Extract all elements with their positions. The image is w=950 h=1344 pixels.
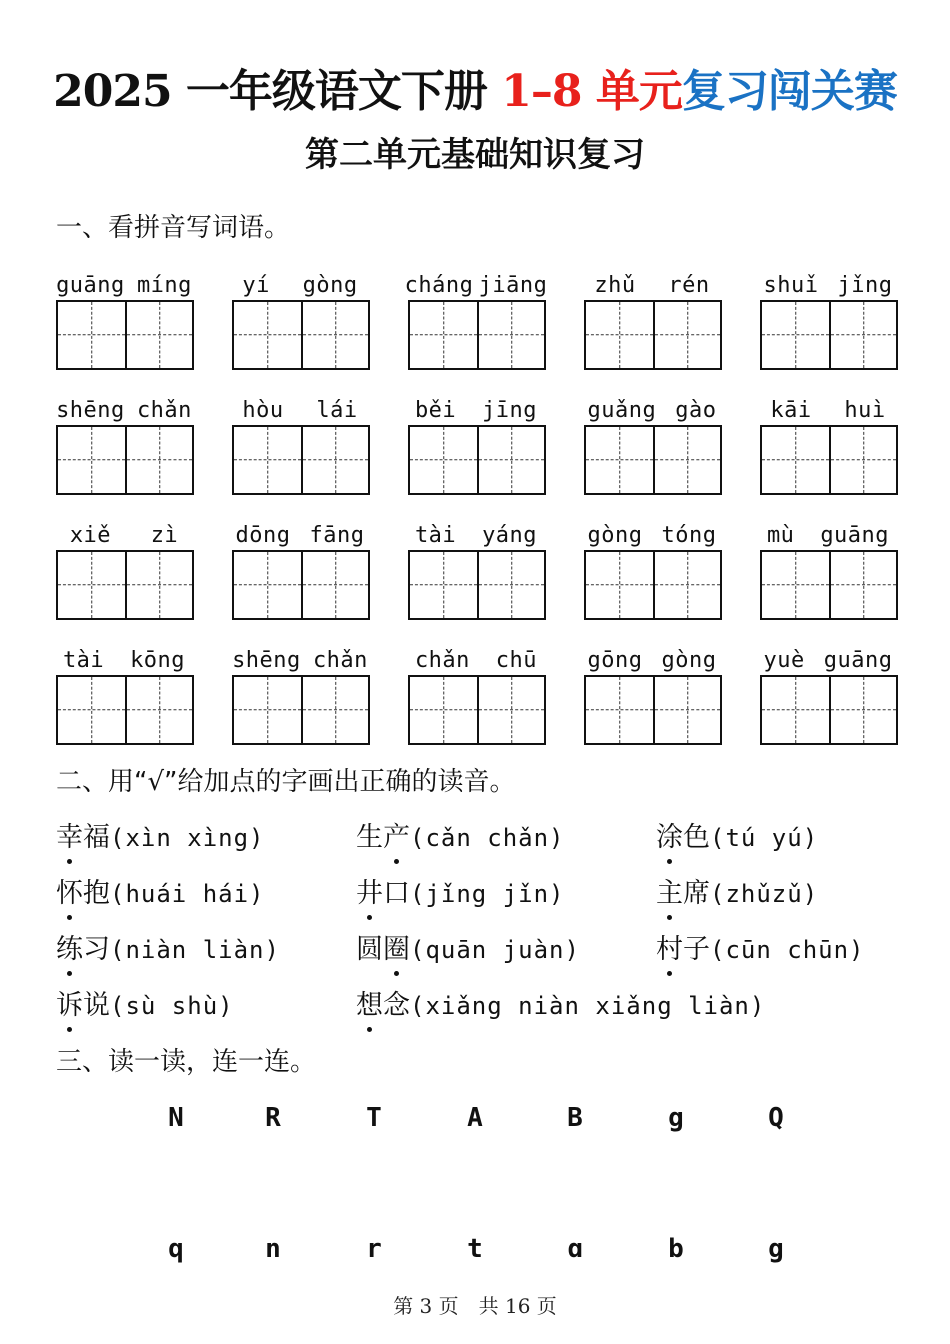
pinyin-syllable: shēng bbox=[56, 398, 125, 423]
reading-options: (jǐng jǐn) bbox=[410, 880, 565, 908]
pinyin-syllable: rén bbox=[668, 273, 710, 298]
pronunciation-item[interactable] bbox=[356, 874, 565, 914]
dotted-char: 怀 bbox=[56, 874, 83, 914]
writing-boxes[interactable] bbox=[584, 675, 722, 745]
writing-boxes[interactable] bbox=[56, 300, 194, 370]
section1-heading: 一、看拼音写词语。 bbox=[56, 213, 291, 243]
writing-cell[interactable] bbox=[829, 302, 896, 368]
writing-cell[interactable] bbox=[301, 677, 368, 743]
writing-cell[interactable] bbox=[653, 677, 720, 743]
plain-char: 念 bbox=[383, 990, 410, 1021]
pinyin-syllable: tài bbox=[414, 523, 457, 548]
pinyin-syllable: kāi bbox=[770, 398, 812, 423]
pinyin-label bbox=[50, 643, 198, 673]
word-item bbox=[584, 518, 720, 638]
writing-cell[interactable] bbox=[234, 677, 301, 743]
pinyin-syllable: gòng bbox=[302, 273, 358, 298]
writing-cell[interactable] bbox=[762, 552, 829, 618]
writing-cell[interactable] bbox=[586, 677, 653, 743]
pinyin-syllable: fāng bbox=[309, 523, 365, 548]
writing-cell[interactable] bbox=[125, 427, 192, 493]
plain-char: 色 bbox=[683, 822, 710, 853]
lowercase-letter[interactable]: ɑ bbox=[567, 1234, 583, 1264]
pinyin-label bbox=[754, 268, 902, 298]
pinyin-syllable: cháng bbox=[404, 273, 474, 298]
title-units: 1–8 单元 bbox=[501, 66, 682, 117]
lowercase-letter[interactable]: g bbox=[768, 1234, 784, 1264]
word-chars bbox=[56, 822, 110, 853]
uppercase-letter[interactable]: R bbox=[265, 1103, 281, 1133]
uppercase-letter[interactable]: B bbox=[567, 1103, 583, 1133]
writing-cell[interactable] bbox=[829, 427, 896, 493]
lowercase-letter[interactable]: n bbox=[265, 1234, 281, 1264]
word-chars bbox=[356, 822, 410, 853]
section2-heading: 二、用“√”给加点的字画出正确的读音。 bbox=[56, 767, 516, 797]
dotted-char: 产 bbox=[383, 818, 410, 858]
plain-char: 圆 bbox=[356, 934, 383, 965]
writing-cell[interactable] bbox=[477, 427, 544, 493]
word-item bbox=[404, 268, 548, 388]
pinyin-syllable: gòng bbox=[587, 523, 643, 548]
pinyin-syllable: guāng bbox=[823, 648, 893, 673]
word-item bbox=[408, 518, 544, 638]
page-title bbox=[0, 62, 950, 122]
word-chars bbox=[56, 990, 110, 1021]
writing-cell[interactable] bbox=[125, 677, 192, 743]
pinyin-label bbox=[754, 393, 902, 423]
pronunciation-item[interactable] bbox=[356, 986, 765, 1026]
lowercase-letter[interactable]: t bbox=[467, 1234, 483, 1264]
pinyin-label bbox=[578, 518, 726, 548]
pinyin-syllable: jiāng bbox=[478, 273, 548, 298]
pinyin-syllable: zhǔ bbox=[594, 273, 636, 298]
writing-cell[interactable] bbox=[762, 302, 829, 368]
word-item bbox=[232, 393, 368, 513]
pronunciation-item[interactable] bbox=[56, 930, 280, 970]
pronunciation-item[interactable] bbox=[356, 930, 580, 970]
writing-boxes[interactable] bbox=[760, 550, 898, 620]
word-chars bbox=[656, 822, 710, 853]
writing-boxes[interactable] bbox=[584, 425, 722, 495]
dotted-char: 主 bbox=[656, 874, 683, 914]
word-item bbox=[584, 393, 720, 513]
pinyin-syllable: hòu bbox=[242, 398, 284, 423]
pronunciation-item[interactable] bbox=[656, 874, 818, 914]
dotted-char: 村 bbox=[656, 930, 683, 970]
writing-cell[interactable] bbox=[586, 552, 653, 618]
word-item bbox=[56, 268, 192, 388]
writing-boxes[interactable] bbox=[232, 425, 370, 495]
word-chars bbox=[656, 878, 710, 909]
word-item bbox=[232, 518, 368, 638]
plain-char: 子 bbox=[683, 934, 710, 965]
plain-char: 生 bbox=[356, 822, 383, 853]
reading-options: (zhǔzǔ) bbox=[710, 880, 819, 908]
pinyin-syllable: zì bbox=[150, 523, 179, 548]
writing-cell[interactable] bbox=[58, 302, 125, 368]
pronunciation-item[interactable] bbox=[656, 818, 818, 858]
dotted-char: 涂 bbox=[656, 818, 683, 858]
word-item bbox=[232, 643, 368, 763]
writing-boxes[interactable] bbox=[232, 300, 370, 370]
writing-boxes[interactable] bbox=[408, 300, 546, 370]
plain-char: 说 bbox=[83, 990, 110, 1021]
writing-cell[interactable] bbox=[410, 677, 477, 743]
pinyin-label bbox=[226, 393, 374, 423]
pinyin-label bbox=[402, 393, 550, 423]
section3-heading: 三、读一读，连一连。 bbox=[56, 1047, 317, 1077]
writing-cell[interactable] bbox=[301, 427, 368, 493]
writing-cell[interactable] bbox=[58, 677, 125, 743]
title-main: 2025 一年级语文下册 bbox=[53, 66, 502, 117]
writing-cell[interactable] bbox=[653, 552, 720, 618]
word-chars bbox=[356, 990, 410, 1021]
word-chars bbox=[656, 934, 710, 965]
pinyin-syllable: guāng bbox=[56, 273, 125, 298]
pinyin-label bbox=[50, 518, 198, 548]
pinyin-syllable: gōng bbox=[587, 648, 643, 673]
writing-cell[interactable] bbox=[829, 552, 896, 618]
writing-boxes[interactable] bbox=[760, 425, 898, 495]
reading-options: (huái hái) bbox=[110, 880, 265, 908]
pinyin-label bbox=[754, 643, 902, 673]
writing-cell[interactable] bbox=[586, 302, 653, 368]
dotted-char: 想 bbox=[356, 986, 383, 1026]
uppercase-letter[interactable]: g bbox=[668, 1103, 684, 1133]
word-item bbox=[56, 643, 192, 763]
pinyin-syllable: gòng bbox=[661, 648, 717, 673]
word-item bbox=[408, 643, 544, 763]
pinyin-syllable: gào bbox=[675, 398, 717, 423]
pinyin-syllable: chǎn bbox=[136, 398, 192, 423]
pinyin-label bbox=[578, 393, 726, 423]
pinyin-syllable: chū bbox=[495, 648, 538, 673]
word-chars bbox=[56, 934, 110, 965]
writing-boxes[interactable] bbox=[232, 675, 370, 745]
word-item bbox=[760, 518, 896, 638]
pinyin-label bbox=[50, 393, 198, 423]
reading-options: (niàn liàn) bbox=[110, 936, 280, 964]
word-chars bbox=[356, 934, 410, 965]
writing-cell[interactable] bbox=[477, 677, 544, 743]
pinyin-syllable: guāng bbox=[820, 523, 890, 548]
word-item bbox=[584, 268, 720, 388]
writing-cell[interactable] bbox=[301, 552, 368, 618]
pinyin-syllable: yí bbox=[242, 273, 270, 298]
pinyin-syllable: guǎng bbox=[587, 398, 657, 423]
word-chars bbox=[56, 878, 110, 909]
word-item bbox=[56, 393, 192, 513]
pinyin-syllable: jǐng bbox=[837, 273, 893, 298]
reading-options: (quān juàn) bbox=[410, 936, 580, 964]
writing-cell[interactable] bbox=[234, 552, 301, 618]
plain-char: 席 bbox=[683, 878, 710, 909]
pinyin-syllable: chǎn bbox=[414, 648, 470, 673]
word-item bbox=[232, 268, 368, 388]
pronunciation-item[interactable] bbox=[56, 874, 265, 914]
pinyin-syllable: míng bbox=[136, 273, 192, 298]
word-item bbox=[760, 643, 896, 763]
writing-cell[interactable] bbox=[410, 552, 477, 618]
writing-boxes[interactable] bbox=[760, 675, 898, 745]
writing-boxes[interactable] bbox=[760, 300, 898, 370]
pinyin-label bbox=[226, 643, 374, 673]
writing-cell[interactable] bbox=[125, 552, 192, 618]
pinyin-label bbox=[226, 518, 374, 548]
pronunciation-item[interactable] bbox=[356, 818, 565, 858]
writing-boxes[interactable] bbox=[56, 550, 194, 620]
writing-cell[interactable] bbox=[477, 552, 544, 618]
writing-cell[interactable] bbox=[586, 427, 653, 493]
writing-boxes[interactable] bbox=[408, 550, 546, 620]
reading-options: (xìn xìng) bbox=[110, 824, 265, 852]
title-contest: 复习闯关赛 bbox=[681, 66, 897, 117]
plain-char: 习 bbox=[83, 934, 110, 965]
word-item bbox=[56, 518, 192, 638]
reading-options: (cūn chūn) bbox=[710, 936, 865, 964]
pinyin-label bbox=[226, 268, 374, 298]
writing-cell[interactable] bbox=[653, 427, 720, 493]
reading-options: (tú yú) bbox=[710, 824, 819, 852]
pinyin-syllable: huì bbox=[844, 398, 886, 423]
lowercase-letter[interactable]: b bbox=[668, 1234, 684, 1264]
dotted-char: 诉 bbox=[56, 986, 83, 1026]
writing-cell[interactable] bbox=[477, 302, 544, 368]
page-footer: 第 3 页 共 16 页 bbox=[393, 1294, 557, 1318]
plain-char: 抱 bbox=[83, 878, 110, 909]
pinyin-syllable: jīng bbox=[482, 398, 538, 423]
pinyin-syllable: tóng bbox=[661, 523, 717, 548]
pinyin-syllable: chǎn bbox=[312, 648, 368, 673]
writing-cell[interactable] bbox=[234, 302, 301, 368]
writing-cell[interactable] bbox=[762, 427, 829, 493]
word-item bbox=[584, 643, 720, 763]
writing-cell[interactable] bbox=[58, 552, 125, 618]
pinyin-syllable: shuǐ bbox=[763, 273, 819, 298]
pinyin-label bbox=[50, 268, 198, 298]
word-item bbox=[760, 393, 896, 513]
lowercase-letter[interactable]: r bbox=[366, 1234, 382, 1264]
writing-cell[interactable] bbox=[829, 677, 896, 743]
pinyin-syllable: lái bbox=[316, 398, 358, 423]
writing-boxes[interactable] bbox=[56, 675, 194, 745]
word-chars bbox=[356, 878, 410, 909]
uppercase-letter[interactable]: A bbox=[467, 1103, 483, 1133]
pinyin-syllable: yáng bbox=[482, 523, 538, 548]
writing-boxes[interactable] bbox=[584, 300, 722, 370]
reading-options: (xiǎng niàn xiǎng liàn) bbox=[410, 992, 766, 1020]
writing-boxes[interactable] bbox=[56, 425, 194, 495]
writing-cell[interactable] bbox=[653, 302, 720, 368]
reading-options: (cǎn chǎn) bbox=[410, 824, 565, 852]
dotted-char: 圈 bbox=[383, 930, 410, 970]
pinyin-syllable: kōng bbox=[130, 648, 186, 673]
writing-boxes[interactable] bbox=[408, 425, 546, 495]
lowercase-letter[interactable]: q bbox=[168, 1234, 184, 1264]
pronunciation-item[interactable] bbox=[56, 818, 265, 858]
writing-boxes[interactable] bbox=[584, 550, 722, 620]
pinyin-label bbox=[402, 643, 550, 673]
pinyin-syllable: tài bbox=[62, 648, 105, 673]
writing-cell[interactable] bbox=[410, 302, 477, 368]
writing-boxes[interactable] bbox=[408, 675, 546, 745]
word-item bbox=[760, 268, 896, 388]
pinyin-syllable: běi bbox=[414, 398, 457, 423]
pinyin-label bbox=[578, 643, 726, 673]
reading-options: (sù shù) bbox=[110, 992, 234, 1020]
writing-cell[interactable] bbox=[301, 302, 368, 368]
pinyin-label bbox=[402, 268, 550, 298]
pinyin-label bbox=[402, 518, 550, 548]
uppercase-letter[interactable]: T bbox=[366, 1103, 382, 1133]
pronunciation-item[interactable] bbox=[56, 986, 234, 1026]
word-item bbox=[408, 393, 544, 513]
pinyin-label bbox=[578, 268, 726, 298]
page-subtitle: 第二单元基础知识复习 bbox=[305, 135, 645, 175]
dotted-char: 井 bbox=[356, 874, 383, 914]
pinyin-syllable: yuè bbox=[763, 648, 805, 673]
writing-cell[interactable] bbox=[58, 427, 125, 493]
pinyin-syllable: xiě bbox=[69, 523, 112, 548]
pinyin-label bbox=[754, 518, 902, 548]
plain-char: 口 bbox=[383, 878, 410, 909]
plain-char: 福 bbox=[83, 822, 110, 853]
writing-cell[interactable] bbox=[762, 677, 829, 743]
pinyin-syllable: dōng bbox=[235, 523, 291, 548]
writing-cell[interactable] bbox=[410, 427, 477, 493]
pinyin-syllable: shēng bbox=[232, 648, 301, 673]
writing-cell[interactable] bbox=[234, 427, 301, 493]
writing-cell[interactable] bbox=[125, 302, 192, 368]
uppercase-letter[interactable]: N bbox=[168, 1103, 184, 1133]
pronunciation-item[interactable] bbox=[656, 930, 865, 970]
writing-boxes[interactable] bbox=[232, 550, 370, 620]
pinyin-syllable: mù bbox=[766, 523, 795, 548]
dotted-char: 练 bbox=[56, 930, 83, 970]
dotted-char: 幸 bbox=[56, 818, 83, 858]
uppercase-letter[interactable]: Q bbox=[768, 1103, 784, 1133]
